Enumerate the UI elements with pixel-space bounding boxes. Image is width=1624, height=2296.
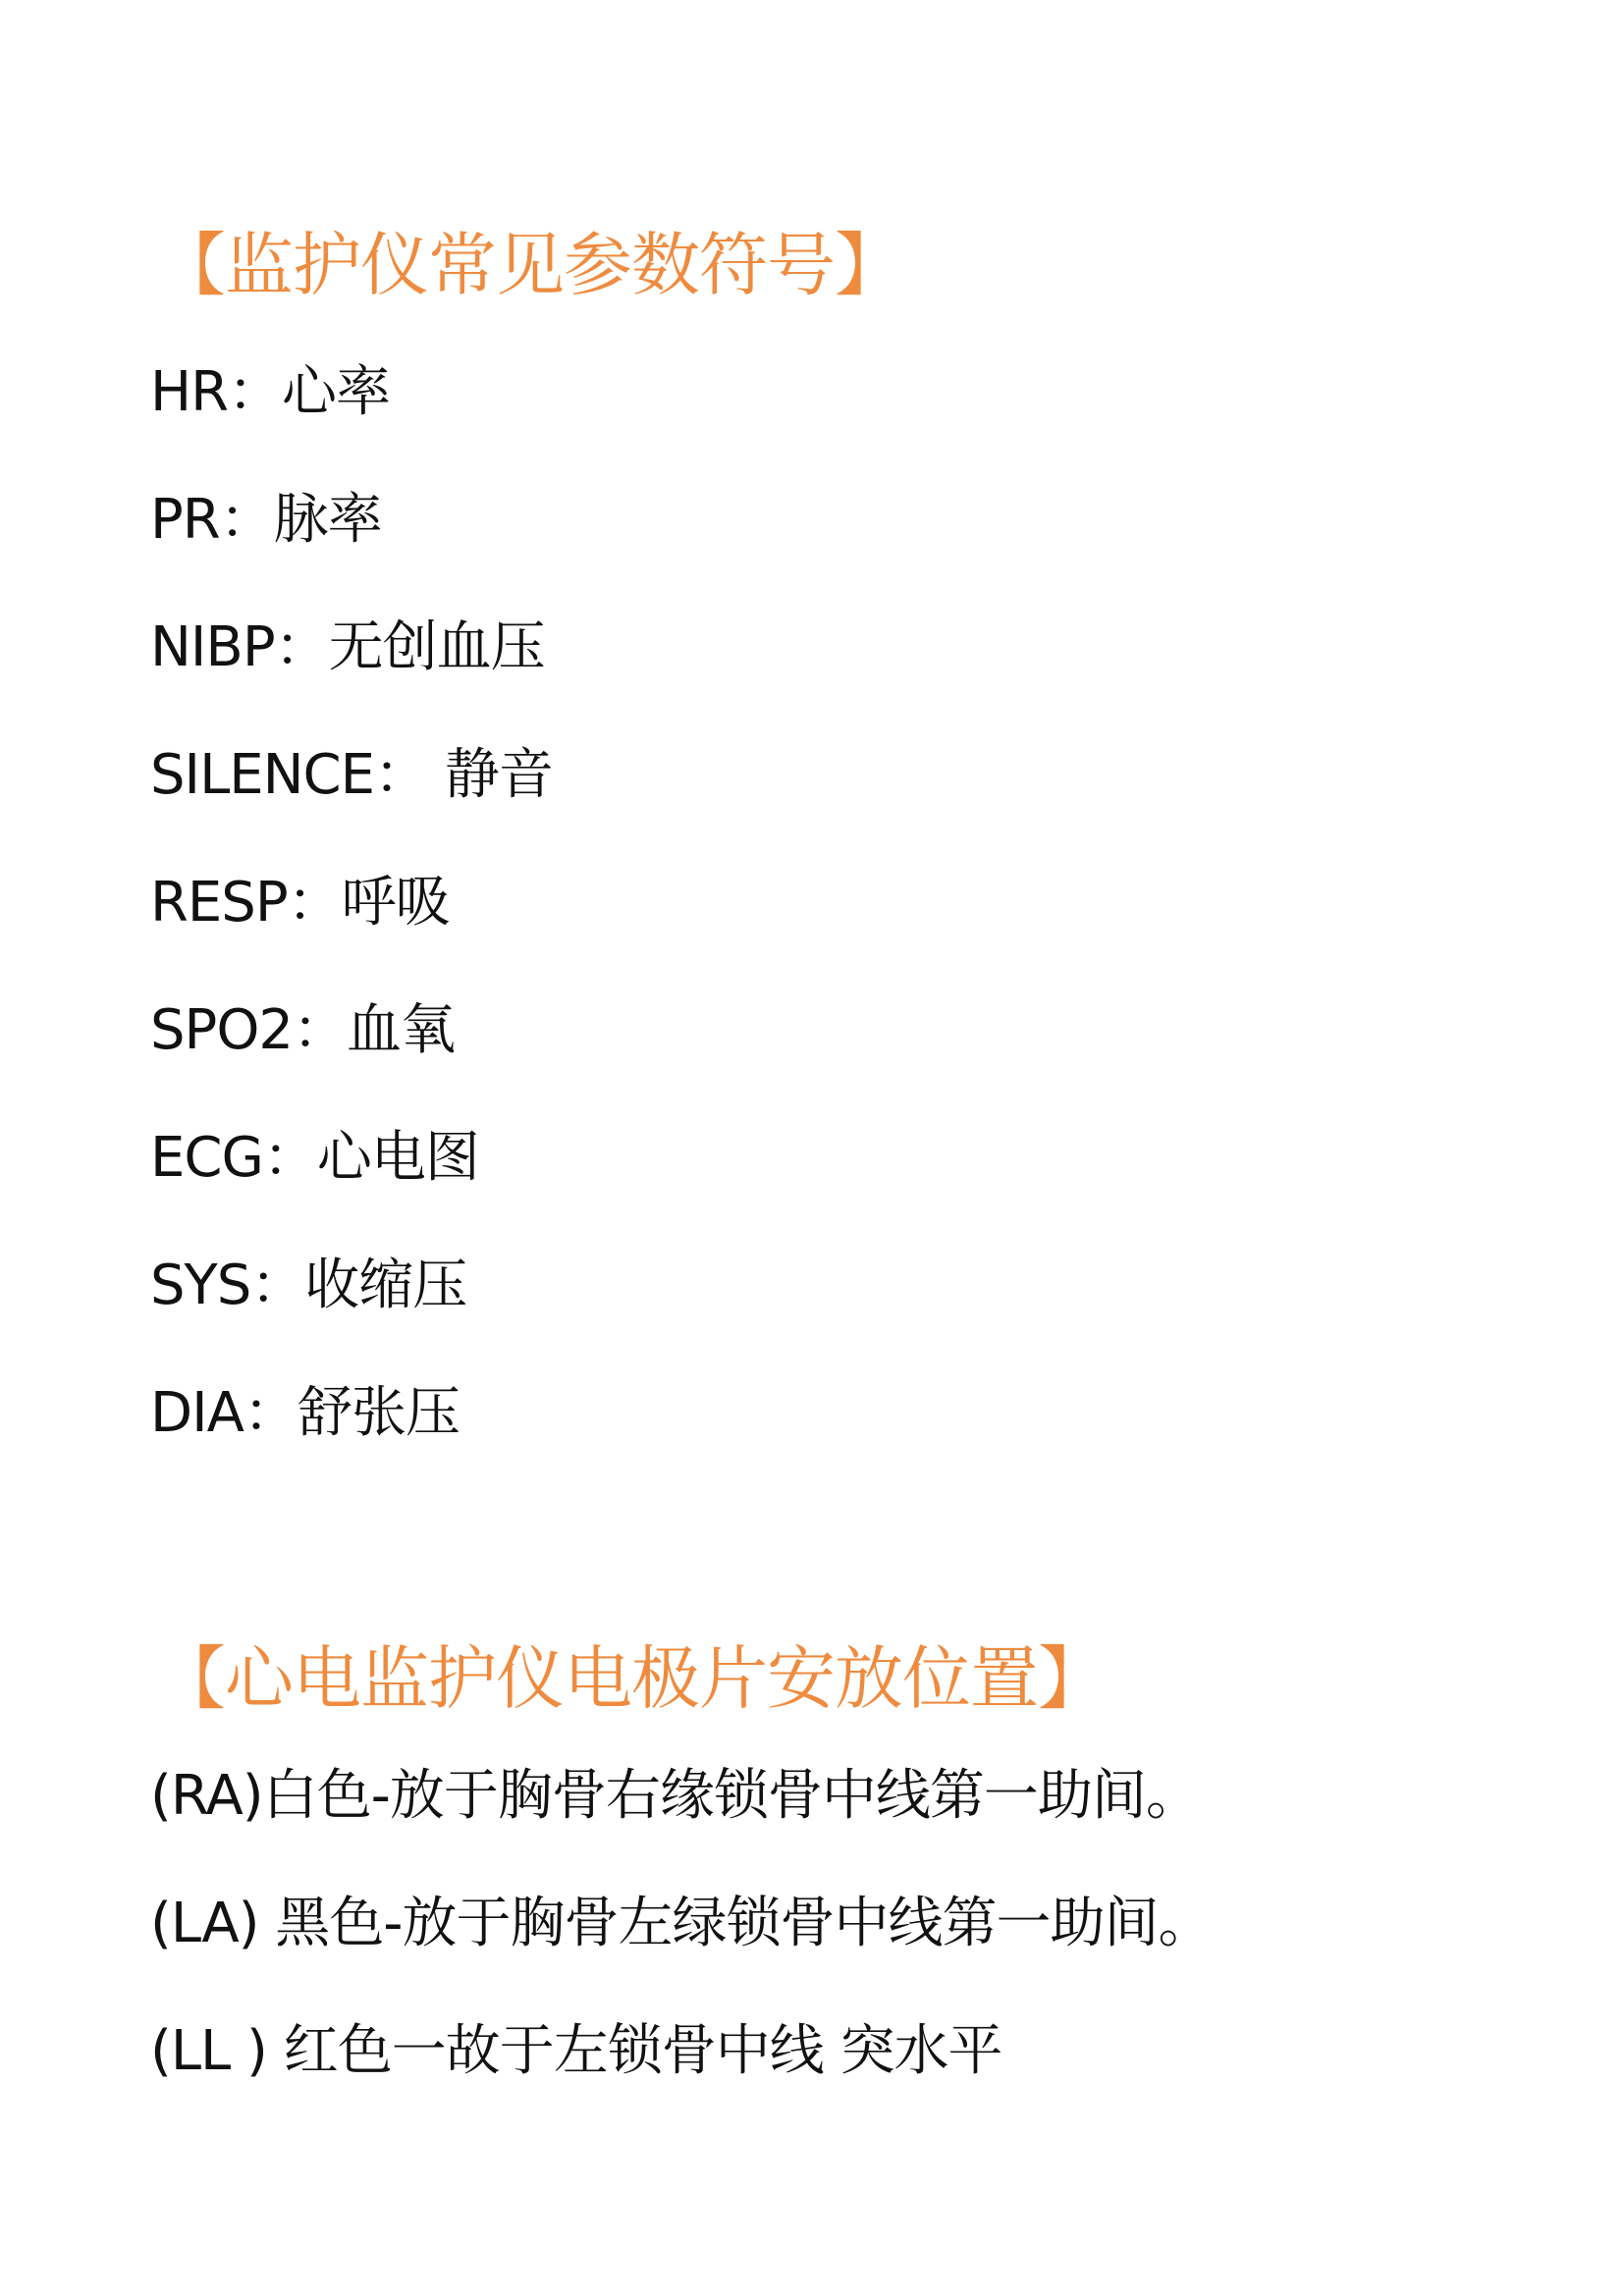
electrode-placement-heading: 【心电监护仪电极片安放位置】 [157, 1638, 1106, 1719]
parameter-dia: DIA：舒张压 [150, 1381, 460, 1445]
parameter-ecg: ECG：心电图 [150, 1126, 479, 1190]
monitor-parameters-heading: 【监护仪常见参数符号】 [157, 225, 902, 305]
electrode-ra: (RA)白色-放于胸骨右缘锁骨中线第一助间。 [150, 1764, 1200, 1828]
parameter-silence: SILENCE： 静音 [150, 743, 553, 807]
parameter-hr: HR：心率 [150, 360, 391, 424]
parameter-sys: SYS：收缩压 [150, 1254, 467, 1317]
parameter-pr: PR：脉率 [150, 488, 382, 552]
electrode-ll: (LL ) 红色一故于左锁骨中线 突水平 [150, 2019, 1002, 2083]
parameter-resp: RESP：呼吸 [150, 871, 450, 934]
parameter-nibp: NIBP：无创血压 [150, 615, 545, 679]
parameter-spo2: SPO2：血氧 [150, 998, 456, 1062]
electrode-la: (LA) 黑色-放于胸骨左绿锁骨中线第一助间。 [150, 1892, 1213, 1955]
